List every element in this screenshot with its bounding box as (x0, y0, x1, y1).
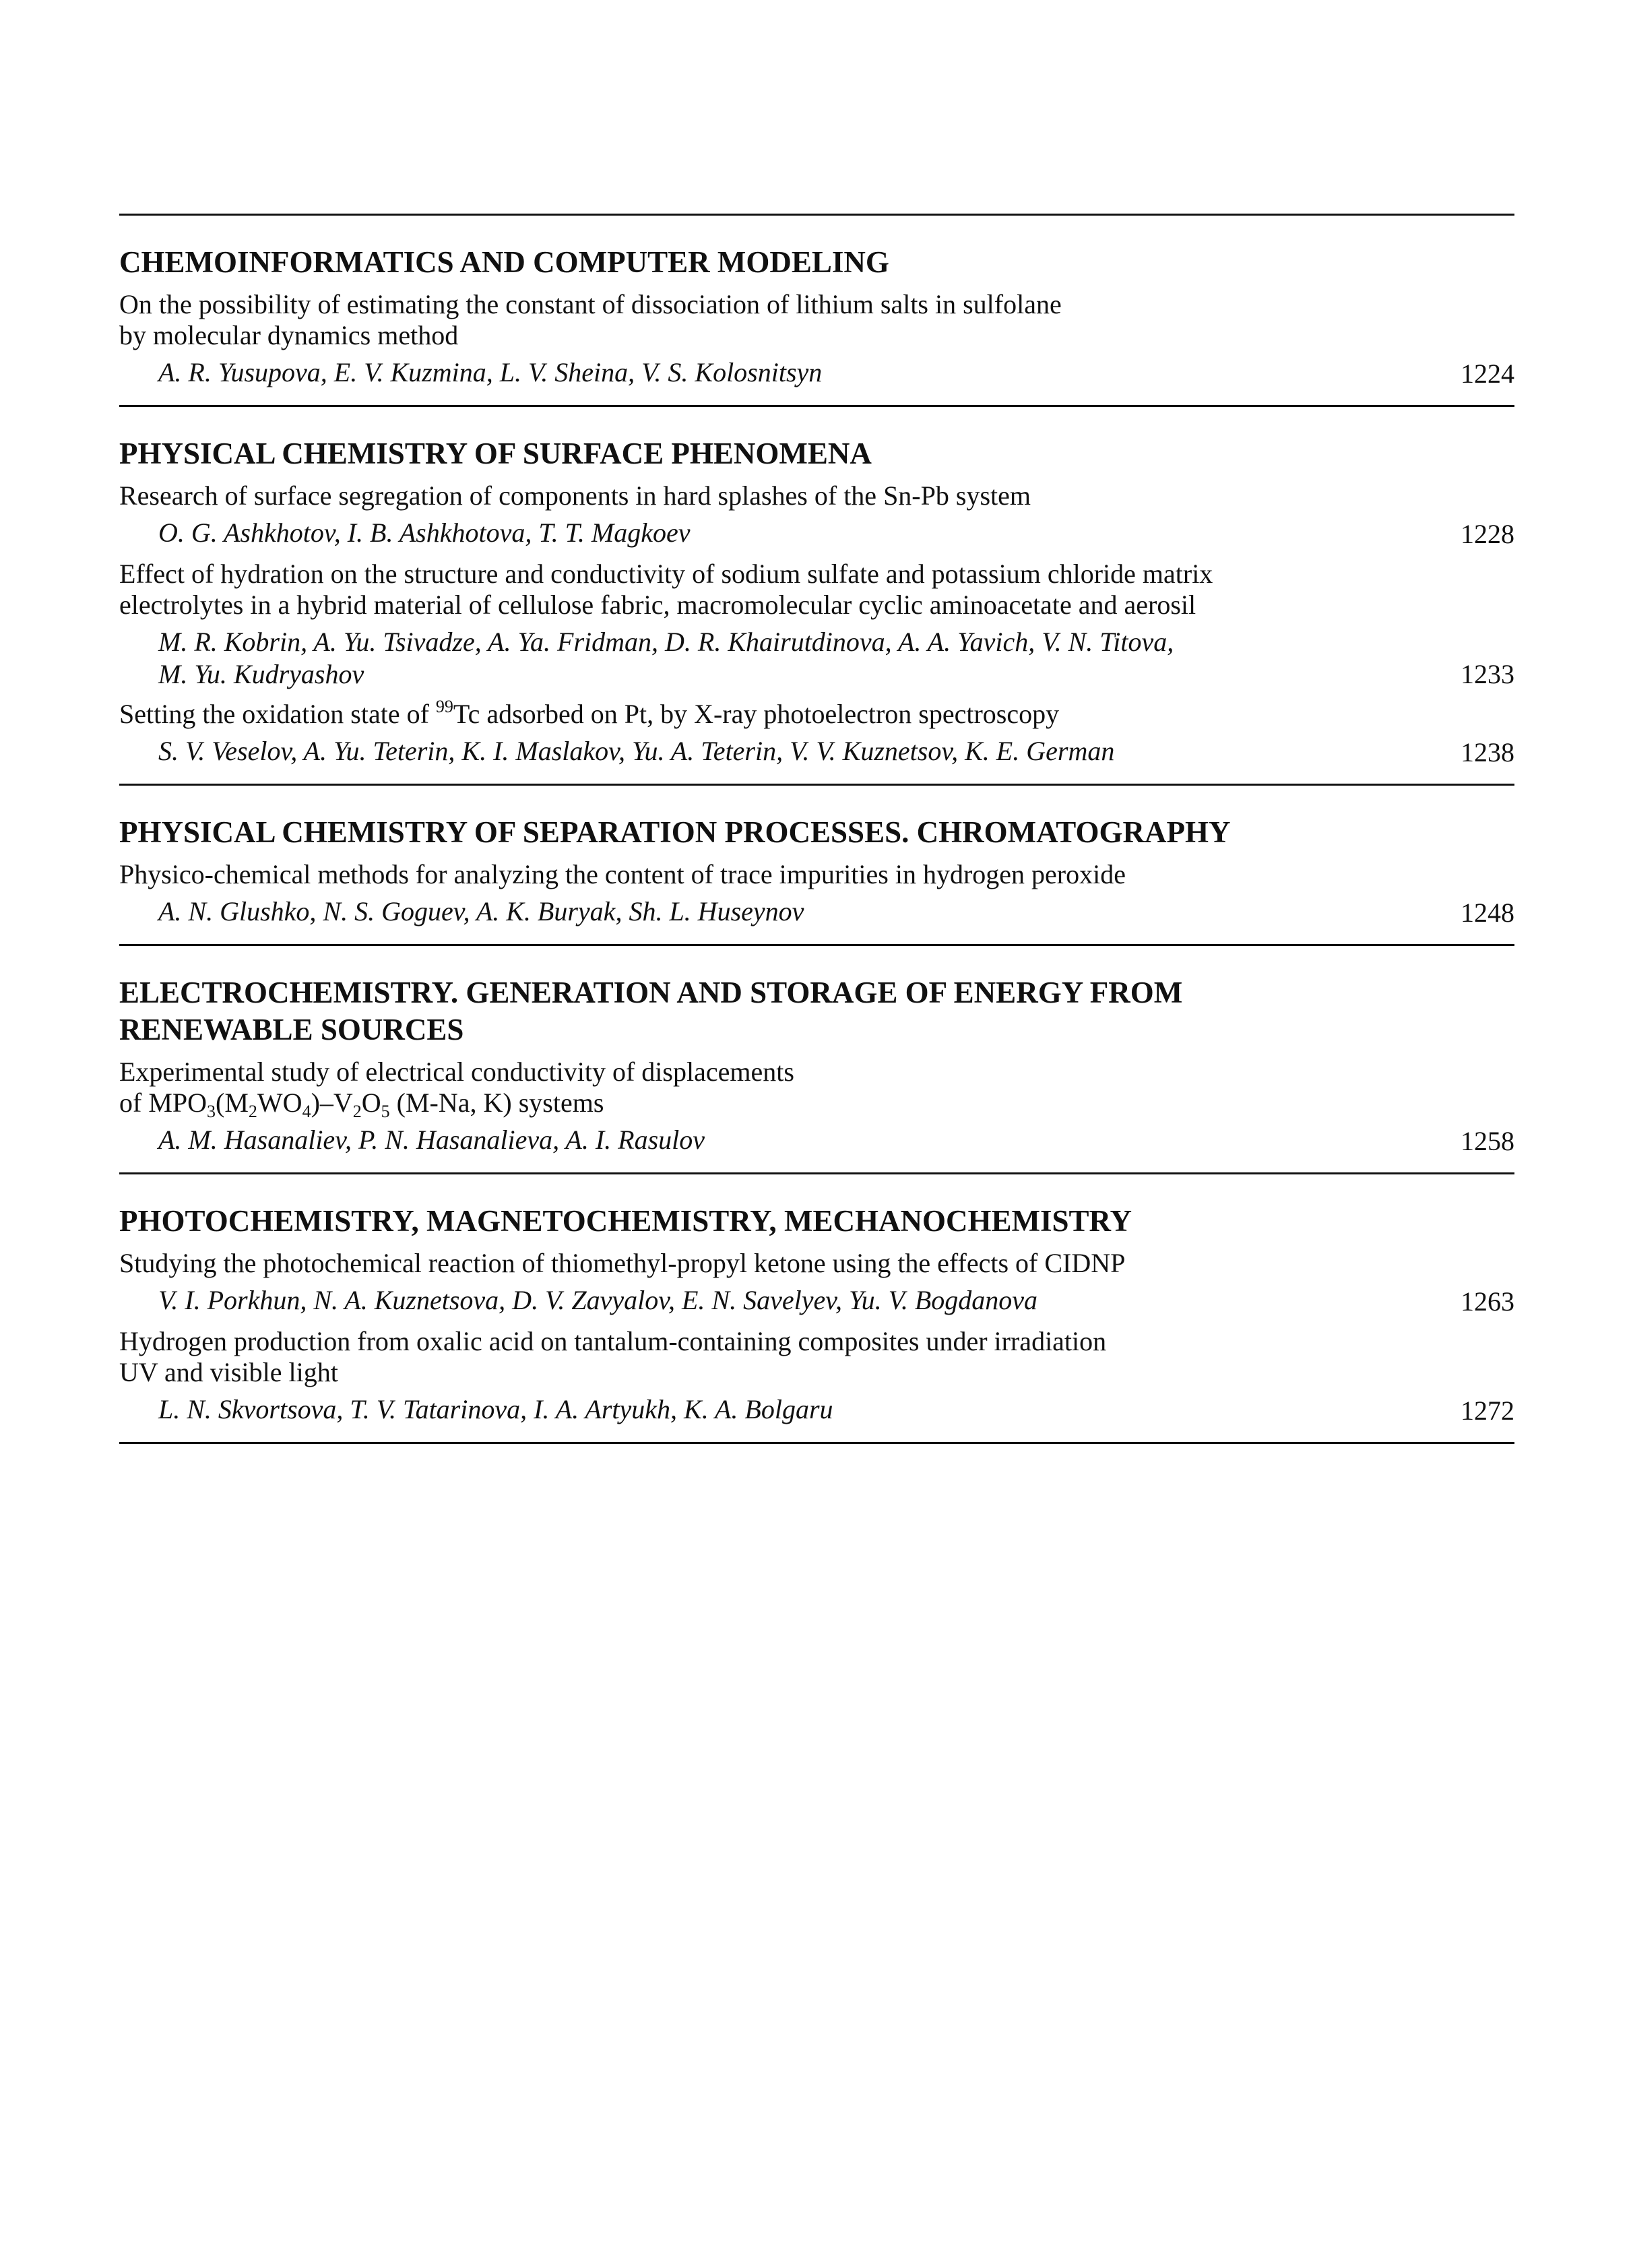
entry-authors (158, 356, 1407, 389)
entry-page-number[interactable]: 1228 (1461, 519, 1514, 549)
entry-byline (119, 626, 1514, 691)
entry-authors-line: A. N. Glushko, N. S. Goguev, A. K. Buryak, Sh. L. Huseynov (158, 896, 804, 926)
entry-authors-line: S. V. Veselov, A. Yu. Teterin, K. I. Maslakov, Yu. A. Teterin, V. V. Kuznetsov, K. E. German (158, 736, 1115, 766)
entry-title-subscript: 2 (248, 1102, 257, 1121)
toc-entry (119, 480, 1514, 550)
entry-page-number[interactable]: 1248 (1461, 897, 1514, 928)
entry-title[interactable] (119, 1057, 1514, 1119)
entry-title-text: (M-Na, K) systems (389, 1088, 604, 1118)
entry-title-text: Setting the oxidation state of (119, 699, 436, 729)
entry-page-number[interactable]: 1233 (1461, 659, 1514, 689)
entry-title[interactable] (119, 699, 1514, 730)
entry-title-line: Studying the photochemical reaction of thiomethyl-propyl ketone using the effects of CIDNP (119, 1248, 1126, 1278)
section-heading: PHYSICAL CHEMISTRY OF SEPARATION PROCESSES. CHROMATOGRAPHY (119, 815, 1231, 849)
entry-authors-line: V. I. Porkhun, N. A. Kuznetsova, D. V. Zavyalov, E. N. Savelyev, Yu. V. Bogdanova (158, 1285, 1038, 1315)
toc-section (119, 786, 1514, 946)
entry-authors (158, 1284, 1407, 1317)
toc-entry (119, 699, 1514, 769)
toc-entry (119, 1248, 1514, 1318)
section-heading: PHYSICAL CHEMISTRY OF SURFACE PHENOMENA (119, 437, 872, 470)
section-heading-line: RENEWABLE SOURCES (119, 1013, 464, 1046)
section-heading: CHEMOINFORMATICS AND COMPUTER MODELING (119, 245, 889, 279)
entry-title-text: of MPO (119, 1088, 207, 1118)
entry-title[interactable] (119, 480, 1514, 511)
entry-authors-line: A. R. Yusupova, E. V. Kuzmina, L. V. Sheina, V. S. Kolosnitsyn (158, 357, 823, 387)
entry-title-line: Research of surface segregation of components in hard splashes of the Sn-Pb system (119, 480, 1031, 511)
entry-page-number[interactable]: 1224 (1461, 358, 1514, 389)
entry-title-subscript: 2 (352, 1102, 362, 1121)
entry-byline (119, 735, 1514, 769)
toc-entry (119, 289, 1514, 390)
entry-page-number[interactable]: 1272 (1461, 1395, 1514, 1426)
entry-authors-line: O. G. Ashkhotov, I. B. Ashkhotova, T. T. Magkoev (158, 517, 691, 548)
entry-title-subscript: 4 (302, 1102, 311, 1121)
entry-authors-line: M. R. Kobrin, A. Yu. Tsivadze, A. Ya. Fridman, D. R. Khairutdinova, A. A. Yavich, V. N. Titova, (158, 627, 1174, 657)
entry-page-number[interactable]: 1263 (1461, 1286, 1514, 1317)
entry-title[interactable] (119, 1248, 1514, 1279)
entry-byline (119, 1284, 1514, 1318)
entry-title-text: (M (216, 1088, 249, 1118)
table-of-contents (119, 214, 1514, 1444)
entry-title-subscript: 5 (381, 1102, 390, 1121)
entry-authors-line: L. N. Skvortsova, T. V. Tatarinova, I. A. Artyukh, K. A. Bolgaru (158, 1394, 833, 1424)
entry-byline (119, 356, 1514, 390)
entry-title-line: Effect of hydration on the structure and conductivity of sodium sulfate and potassium chloride matrix (119, 559, 1213, 589)
toc-section (119, 216, 1514, 407)
entry-title[interactable] (119, 859, 1514, 890)
entry-authors-line: M. Yu. Kudryashov (158, 659, 364, 689)
entry-title-text: Experimental study of electrical conductivity of displacements (119, 1057, 794, 1087)
toc-entry (119, 559, 1514, 691)
entry-title-line: by molecular dynamics method (119, 320, 459, 350)
entry-byline (119, 1124, 1514, 1158)
entry-byline (119, 895, 1514, 929)
entry-title[interactable] (119, 289, 1514, 351)
entry-authors (158, 895, 1407, 928)
entry-title-text: WO (257, 1088, 302, 1118)
entry-page-number[interactable]: 1258 (1461, 1126, 1514, 1156)
toc-section (119, 946, 1514, 1174)
entry-title-line: On the possibility of estimating the constant of dissociation of lithium salts in sulfolane (119, 289, 1062, 319)
entry-byline (119, 517, 1514, 550)
entry-authors (158, 1393, 1407, 1426)
toc-entry (119, 1326, 1514, 1427)
entry-title-line: electrolytes in a hybrid material of cellulose fabric, macromolecular cyclic aminoacetate and aerosil (119, 590, 1196, 620)
entry-title-line: UV and visible light (119, 1357, 338, 1387)
entry-title-superscript: 99 (435, 697, 453, 716)
toc-entry (119, 1057, 1514, 1158)
toc-section (119, 407, 1514, 786)
entry-authors (158, 626, 1407, 691)
section-heading-line: ELECTROCHEMISTRY. GENERATION AND STORAGE OF ENERGY FROM (119, 976, 1183, 1009)
entry-title-line: Hydrogen production from oxalic acid on tantalum-containing composites under irradiation (119, 1326, 1107, 1356)
entry-authors (158, 517, 1407, 549)
entry-page-number[interactable]: 1238 (1461, 737, 1514, 767)
section-heading (119, 974, 1514, 1048)
entry-title-line: Physico-chemical methods for analyzing the content of trace impurities in hydrogen peroxide (119, 859, 1126, 889)
entry-authors (158, 735, 1407, 767)
entry-authors-line: A. M. Hasanaliev, P. N. Hasanalieva, A. I. Rasulov (158, 1125, 705, 1155)
entry-title[interactable] (119, 1326, 1514, 1388)
entry-title-text: Tc adsorbed on Pt, by X-ray photoelectron spectroscopy (453, 699, 1060, 729)
entry-title-subscript: 3 (207, 1102, 216, 1121)
entry-authors (158, 1124, 1407, 1156)
entry-title-text: )–V (311, 1088, 353, 1118)
toc-section (119, 1174, 1514, 1444)
section-heading: PHOTOCHEMISTRY, MAGNETOCHEMISTRY, MECHANOCHEMISTRY (119, 1204, 1132, 1238)
entry-byline (119, 1393, 1514, 1427)
toc-entry (119, 859, 1514, 929)
entry-title-text: O (361, 1088, 381, 1118)
entry-title[interactable] (119, 559, 1514, 621)
